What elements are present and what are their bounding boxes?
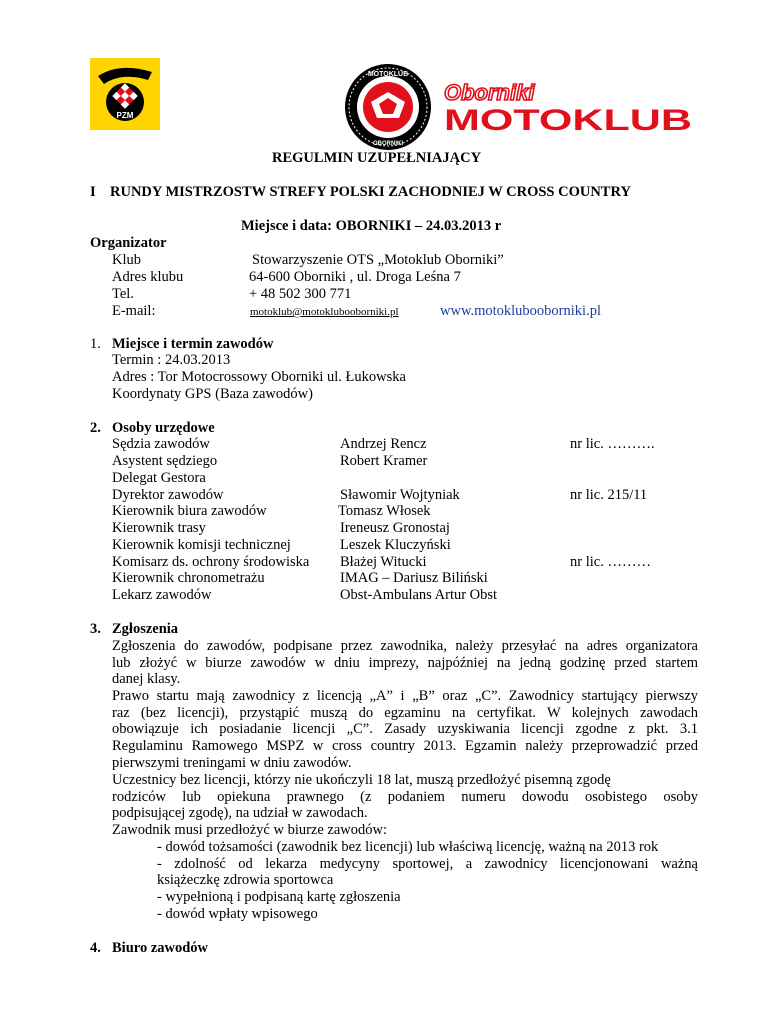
paragraph-line: podpisującej zgodę), na udział w zawodach.: [112, 805, 368, 821]
email-label: E-mail:: [112, 303, 156, 319]
requirement-item: - dowód wpłaty wpisowego: [157, 906, 318, 922]
official-name: IMAG – Dariusz Biliński: [340, 570, 488, 586]
tel-value: + 48 502 300 771: [249, 286, 352, 302]
requirement-item: - wypełnioną i podpisaną kartę zgłoszenia: [157, 889, 401, 905]
svg-text:MOTOKLUB: MOTOKLUB: [444, 104, 692, 134]
paragraph-line: Prawo startu mają zawodnicy z licencją „A” i „B” oraz „C”. Zawodnicy startujący pierwszy: [112, 688, 698, 704]
organizer-heading: Organizator: [90, 235, 167, 251]
pzm-logo: [90, 58, 160, 130]
club-value: Stowarzyszenie OTS „Motoklub Oborniki”: [252, 252, 504, 268]
round-number: I: [90, 184, 96, 200]
svg-text:PZM: PZM: [116, 111, 134, 120]
section-2-number: 2.: [90, 420, 101, 436]
email-link[interactable]: motoklub@motoklubooborniki.pl: [250, 306, 399, 318]
official-role: Delegat Gestora: [112, 470, 206, 486]
tel-label: Tel.: [112, 286, 134, 302]
official-name: Ireneusz Gronostaj: [340, 520, 450, 536]
official-name: Leszek Kluczyński: [340, 537, 451, 553]
official-role: Kierownik komisji technicznej: [112, 537, 291, 553]
official-role: Asystent sędziego: [112, 453, 218, 469]
official-role: Kierownik chronometrażu: [112, 570, 265, 586]
document-title: REGULMIN UZUPEŁNIAJĄCY: [272, 150, 482, 166]
section-3-number: 3.: [90, 621, 101, 637]
paragraph-line: Zgłoszenia do zawodów, podpisane przez zawodnika, należy przesyłać na adres organizatora: [112, 638, 698, 654]
club-badge-logo: [343, 62, 433, 152]
official-name: Tomasz Włosek: [338, 503, 431, 519]
section-1-line: Koordynaty GPS (Baza zawodów): [112, 386, 313, 402]
official-name: Obst-Ambulans Artur Obst: [340, 587, 498, 603]
club-label: Klub: [112, 252, 141, 268]
svg-text:MOTOKLUB: MOTOKLUB: [367, 71, 409, 78]
paragraph-line: danej klasy.: [112, 671, 181, 687]
section-1-line: Adres : Tor Motocrossowy Oborniki ul. Łukowska: [112, 369, 406, 385]
website-link[interactable]: www.motoklubooborniki.pl: [440, 303, 601, 319]
paragraph-line: lub złożyć w biurze zawodów w dniu imprezy, najpóźniej na jedną godzinę przed startem: [112, 655, 698, 671]
section-3-heading: Zgłoszenia: [112, 621, 179, 637]
official-role: Kierownik trasy: [112, 520, 206, 536]
official-licence: nr lic. 215/11: [570, 487, 648, 503]
paragraph-line: raz (bez licencji), przystąpić muszą do egzaminu na certyfikat. W kolejnych zawodach: [112, 705, 698, 721]
round-title: RUNDY MISTRZOSTW STREFY POLSKI ZACHODNIEJ W CROSS COUNTRY: [110, 184, 631, 200]
paragraph-line: Zawodnik musi przedłożyć w biurze zawodów:: [112, 822, 388, 838]
section-1-heading: Miejsce i termin zawodów: [112, 336, 274, 352]
official-licence: nr lic. ……….: [570, 436, 655, 452]
motoklub-brand-logo: [440, 78, 696, 134]
official-name: Andrzej Rencz: [340, 436, 427, 452]
requirement-item: książeczkę zdrowia sportowca: [157, 872, 334, 888]
paragraph-line: rodziców lub opiekuna prawnego (z podaniem numeru dowodu osobistego osoby: [112, 789, 698, 805]
svg-text:OBORNIKI: OBORNIKI: [373, 141, 403, 147]
section-1-number: 1.: [90, 336, 101, 352]
requirement-item: - dowód tożsamości (zawodnik bez licencji) lub właściwą licencję, ważną na 2013 rok: [157, 839, 659, 855]
paragraph-line: Regulaminu Ramowego MSPZ w cross country 2013. Egzamin należy przeprowadzić przed: [112, 738, 698, 754]
official-name: Sławomir Wojtyniak: [340, 487, 460, 503]
section-4-heading: Biuro zawodów: [112, 940, 209, 956]
section-2-heading: Osoby urzędowe: [112, 420, 215, 436]
paragraph-line: Uczestnicy bez licencji, którzy nie ukończyli 18 lat, muszą przedłożyć pisemną zgodę: [112, 772, 611, 788]
address-label: Adres klubu: [112, 269, 184, 285]
official-name: Robert Kramer: [340, 453, 428, 469]
svg-text:Oborniki: Oborniki: [444, 80, 535, 105]
official-role: Lekarz zawodów: [112, 587, 212, 603]
address-value: 64-600 Oborniki , ul. Droga Leśna 7: [249, 269, 461, 285]
official-role: Sędzia zawodów: [112, 436, 210, 452]
official-role: Kierownik biura zawodów: [112, 503, 267, 519]
paragraph-line: pierwszymi treningami w dniu zawodów.: [112, 755, 352, 771]
requirement-item: - zdolność od lekarza medycyny sportowej, a zawodnicy licencjonowani ważną: [157, 856, 698, 872]
paragraph-line: obowiązuje ich posiadanie licencji „C”. Zasady uzyskiwania licencji zgodne z pkt. 3.1: [112, 721, 698, 737]
official-name: Błażej Witucki: [340, 554, 427, 570]
section-1-line: Termin : 24.03.2013: [112, 352, 231, 368]
official-role: Dyrektor zawodów: [112, 487, 224, 503]
place-date: Miejsce i data: OBORNIKI – 24.03.2013 r: [241, 218, 502, 234]
official-licence: nr lic. ………: [570, 554, 651, 570]
official-role: Komisarz ds. ochrony środowiska: [112, 554, 310, 570]
section-4-number: 4.: [90, 940, 101, 956]
